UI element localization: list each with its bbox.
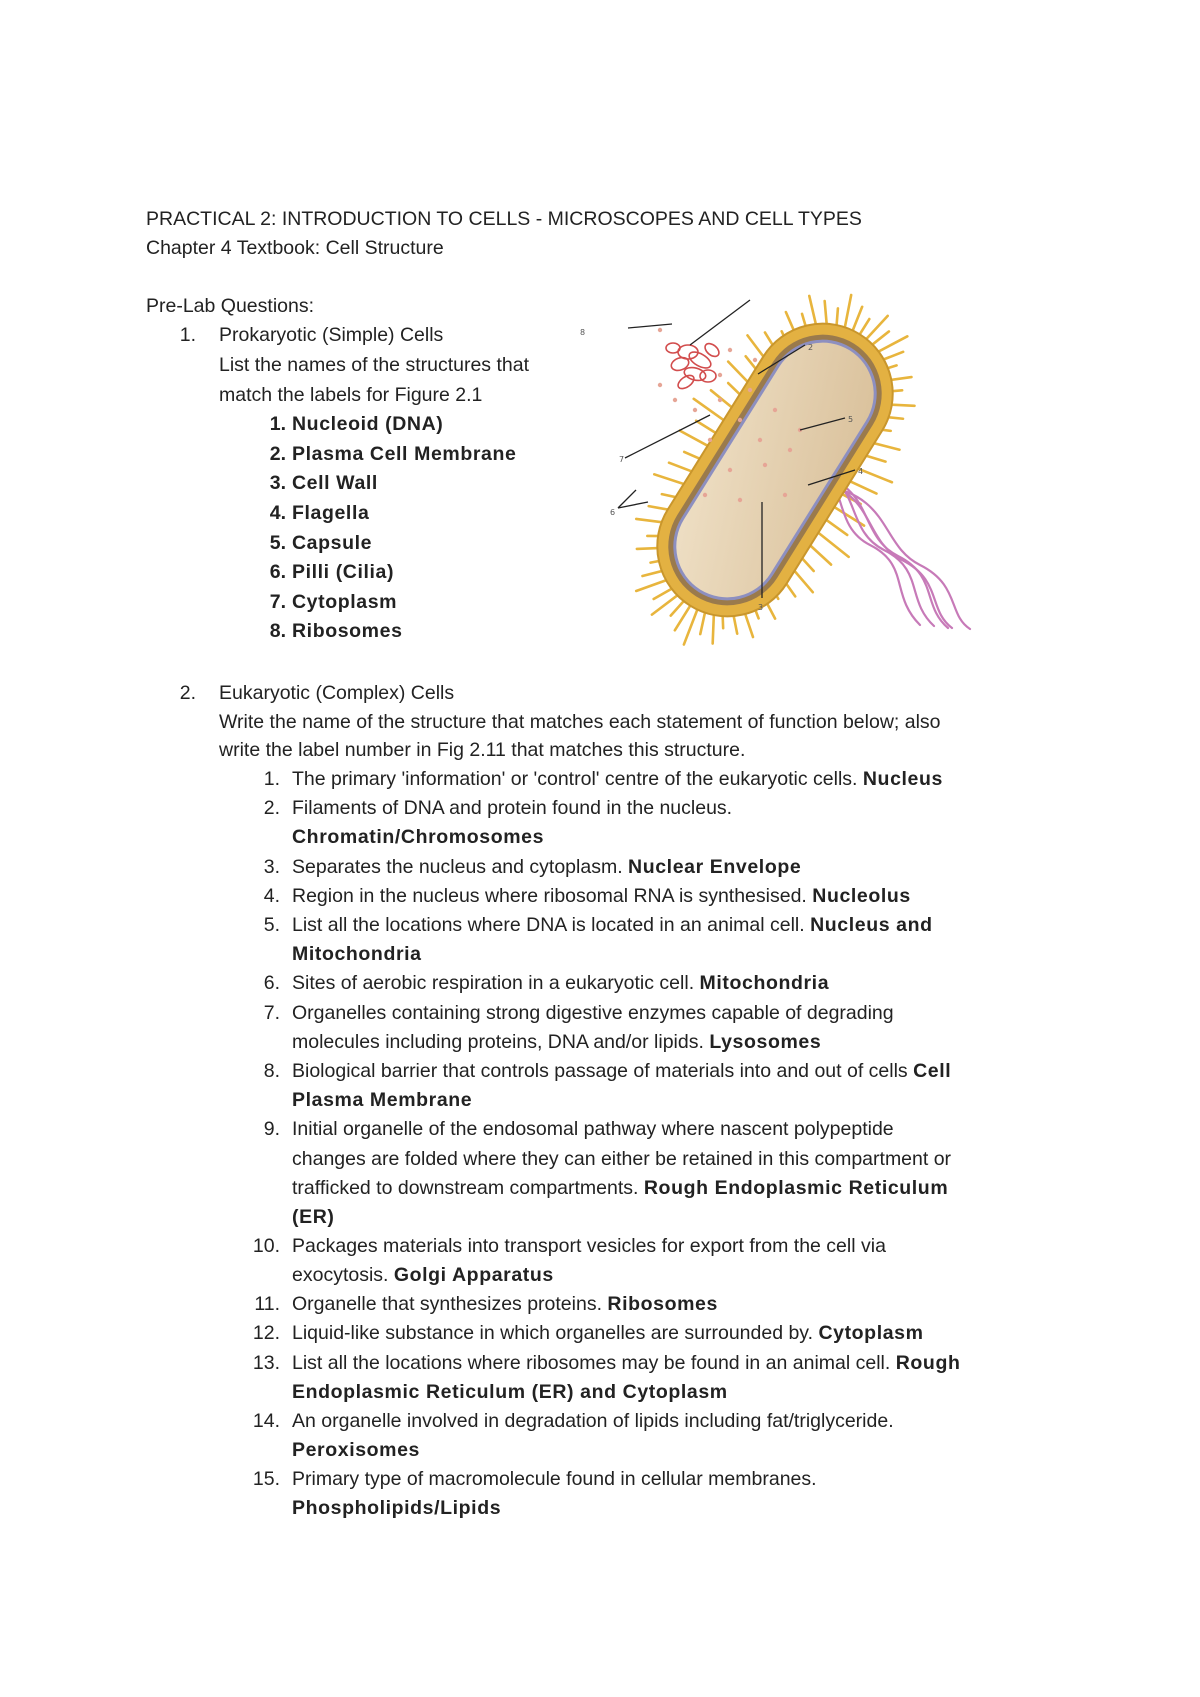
q1-answer-number: 7. — [269, 591, 286, 613]
figure-label-7: 7 — [619, 455, 625, 464]
q2-item-number: 14. — [252, 1410, 280, 1432]
ribosome-dot — [658, 328, 662, 332]
q1-answer: Nucleoid (DNA) — [292, 413, 444, 435]
q1-answer: Cytoplasm — [292, 591, 398, 613]
q2-question-text: Biological barrier that controls passage of materials into and out of cells — [292, 1060, 914, 1082]
q1-answer-number: 1. — [269, 413, 286, 435]
ribosome-dot — [788, 448, 792, 452]
q1-answer-number: 4. — [269, 502, 286, 524]
q2-answer-text: Mitochondria — [292, 943, 422, 965]
q2-question-text: changes are folded where they can either be retained in this compartment or — [292, 1148, 952, 1170]
q1-answer-number: 5. — [269, 532, 286, 554]
q2-question-text: The primary 'information' or 'control' centre of the eukaryotic cells. — [292, 768, 863, 790]
q2-item-number: 15. — [252, 1468, 280, 1490]
q2-item-number: 11. — [254, 1293, 280, 1315]
q1-heading: Prokaryotic (Simple) Cells — [219, 324, 444, 346]
q2-answer-text: Rough Endoplasmic Reticulum — [643, 1177, 949, 1199]
q2-item-line — [292, 1087, 472, 1113]
q2-question-text: Organelle that synthesizes proteins. — [292, 1293, 608, 1315]
q2-item-line — [292, 912, 933, 938]
figure-label-5: 5 — [848, 415, 854, 424]
q2-item-line — [292, 1204, 334, 1230]
q2-item-line — [292, 824, 544, 850]
q2-item-number: 8. — [263, 1060, 280, 1082]
q2-question-text: An organelle involved in degradation of lipids including fat/triglyceride. — [292, 1410, 894, 1432]
q2-answer-text: Phospholipids/Lipids — [292, 1497, 502, 1519]
q2-item-line — [292, 1000, 894, 1026]
q2-instruction-line-2: write the label number in Fig 2.11 that matches this structure. — [219, 739, 746, 761]
q2-question-text: Primary type of macromolecule found in cellular membranes. — [292, 1468, 817, 1490]
q2-item-line — [292, 1029, 821, 1055]
figure-label-6: 6 — [610, 508, 616, 517]
q1-number: 1. — [179, 324, 196, 346]
q2-item-line — [292, 854, 801, 880]
q1-answer: Plasma Cell Membrane — [292, 443, 517, 465]
q1-answer-number: 8. — [269, 620, 286, 642]
q2-question-text: Region in the nucleus where ribosomal RNA is synthesised. — [292, 885, 813, 907]
prokaryotic-cell-figure — [580, 290, 990, 660]
ribosome-dot — [738, 418, 742, 422]
q1-answer: Pilli (Cilia) — [292, 561, 395, 583]
q2-answer-text: Chromatin/Chromosomes — [292, 826, 545, 848]
q2-item-line — [292, 1291, 718, 1317]
q2-answer-text: Rough — [895, 1352, 961, 1374]
ribosome-dot — [758, 438, 762, 442]
q2-answer-text: Nucleus and — [810, 914, 933, 936]
q2-item-line — [292, 1233, 886, 1259]
page-title: PRACTICAL 2: INTRODUCTION TO CELLS - MICROSCOPES AND CELL TYPES — [146, 208, 862, 230]
ribosome-dot — [673, 398, 677, 402]
q2-item-line — [292, 795, 732, 821]
q2-answer-text: Nucleolus — [812, 885, 911, 907]
q2-item-number: 4. — [263, 885, 280, 907]
ribosome-dot — [718, 373, 722, 377]
q2-question-text: molecules including proteins, DNA and/or lipids. — [292, 1031, 710, 1053]
q2-item-line — [292, 1262, 554, 1288]
q2-item-line — [292, 1495, 501, 1521]
q2-question-text: List all the locations where ribosomes may be found in an animal cell. — [292, 1352, 896, 1374]
q2-item-number: 7. — [263, 1002, 280, 1024]
ribosome-dot — [693, 408, 697, 412]
q2-item-number: 13. — [252, 1352, 280, 1374]
q2-item-line — [292, 1379, 728, 1405]
q2-answer-text: Ribosomes — [607, 1293, 718, 1315]
q2-item-line — [292, 1058, 951, 1084]
ribosome-dot — [773, 408, 777, 412]
ribosome-dot — [708, 438, 712, 442]
q2-question-text: exocytosis. — [292, 1264, 394, 1286]
q1-answer: Flagella — [292, 502, 370, 524]
q1-instruction-line-2: match the labels for Figure 2.1 — [219, 384, 483, 406]
q2-answer-text: Nuclear Envelope — [628, 856, 802, 878]
q2-answer-text: Peroxisomes — [292, 1439, 420, 1461]
q2-item-number: 10. — [252, 1235, 280, 1257]
prelab-heading: Pre-Lab Questions: — [146, 295, 315, 317]
page-subtitle: Chapter 4 Textbook: Cell Structure — [146, 237, 444, 259]
ribosome-dot — [748, 388, 752, 392]
q2-item-line — [292, 941, 422, 967]
q2-question-text: Organelles containing strong digestive enzymes capable of degrading — [292, 1002, 894, 1024]
figure-label-8: 8 — [580, 328, 586, 337]
q2-instruction-line-1: Write the name of the structure that matches each statement of function below; also — [219, 711, 941, 733]
q2-item-line — [292, 883, 911, 909]
q2-question-text: Sites of aerobic respiration in a eukaryotic cell. — [292, 972, 700, 994]
q2-answer-text: Lysosomes — [709, 1031, 822, 1053]
q2-item-number: 5. — [263, 914, 280, 936]
q2-item-line — [292, 1408, 894, 1434]
q1-answer-number: 2. — [269, 443, 286, 465]
pilus-hair — [680, 431, 711, 448]
q2-item-line — [292, 766, 943, 792]
q2-question-text: Packages materials into transport vesicles for export from the cell via — [292, 1235, 886, 1257]
q2-answer-text: Nucleus — [862, 768, 943, 790]
ribosome-dot — [763, 463, 767, 467]
q2-item-line — [292, 1320, 924, 1346]
q1-answer-number: 6. — [269, 561, 286, 583]
q2-answer-text: Cell — [913, 1060, 952, 1082]
q2-question-text: Initial organelle of the endosomal pathway where nascent polypeptide — [292, 1118, 894, 1140]
q2-item-line — [292, 1116, 894, 1142]
figure-label-3: 3 — [758, 603, 764, 612]
q2-item-number: 3. — [263, 856, 280, 878]
ribosome-dot — [658, 383, 662, 387]
q2-item-number: 9. — [263, 1118, 280, 1140]
q2-item-number: 1. — [263, 768, 280, 790]
ribosome-dot — [728, 348, 732, 352]
q2-item-number: 12. — [252, 1322, 280, 1344]
q2-answer-text: Golgi Apparatus — [393, 1264, 554, 1286]
q2-item-line — [292, 1146, 951, 1172]
q1-answer-number: 3. — [269, 472, 286, 494]
ribosome-dot — [703, 493, 707, 497]
q2-question-text: Liquid-like substance in which organelles are surrounded by. — [292, 1322, 819, 1344]
ribosome-dot — [718, 398, 722, 402]
q2-heading: Eukaryotic (Complex) Cells — [219, 682, 455, 704]
ribosome-dot — [753, 358, 757, 362]
q2-item-line — [292, 1466, 817, 1492]
q2-answer-text: Endoplasmic Reticulum (ER) and Cytoplasm — [292, 1381, 728, 1403]
q2-item-number: 2. — [263, 797, 280, 819]
q2-question-text: List all the locations where DNA is located in an animal cell. — [292, 914, 811, 936]
ribosome-dot — [738, 498, 742, 502]
q2-answer-text: Plasma Membrane — [292, 1089, 473, 1111]
q2-item-line — [292, 1350, 960, 1376]
q2-answer-text: (ER) — [292, 1206, 335, 1228]
q2-question-text: trafficked to downstream compartments. — [292, 1177, 644, 1199]
q1-answer: Cell Wall — [292, 472, 378, 494]
q2-item-line — [292, 1175, 948, 1201]
nucleoid-dna — [666, 341, 721, 391]
ribosome-dot — [728, 468, 732, 472]
q2-question-text: Separates the nucleus and cytoplasm. — [292, 856, 629, 878]
pilus-hair — [694, 399, 727, 422]
q2-question-text: Filaments of DNA and protein found in the nucleus. — [292, 797, 733, 819]
figure-label-4: 4 — [858, 467, 864, 476]
q2-number: 2. — [179, 682, 196, 704]
ribosome-dot — [783, 493, 787, 497]
q2-answer-text: Cytoplasm — [818, 1322, 924, 1344]
q2-item-number: 6. — [263, 972, 280, 994]
q2-answer-text: Mitochondria — [699, 972, 830, 994]
q2-item-line — [292, 970, 829, 996]
q1-answer: Capsule — [292, 532, 373, 554]
q1-instruction-line-1: List the names of the structures that — [219, 354, 529, 376]
q1-answer: Ribosomes — [292, 620, 403, 642]
q2-item-line — [292, 1437, 420, 1463]
figure-label-2: 2 — [808, 343, 814, 352]
